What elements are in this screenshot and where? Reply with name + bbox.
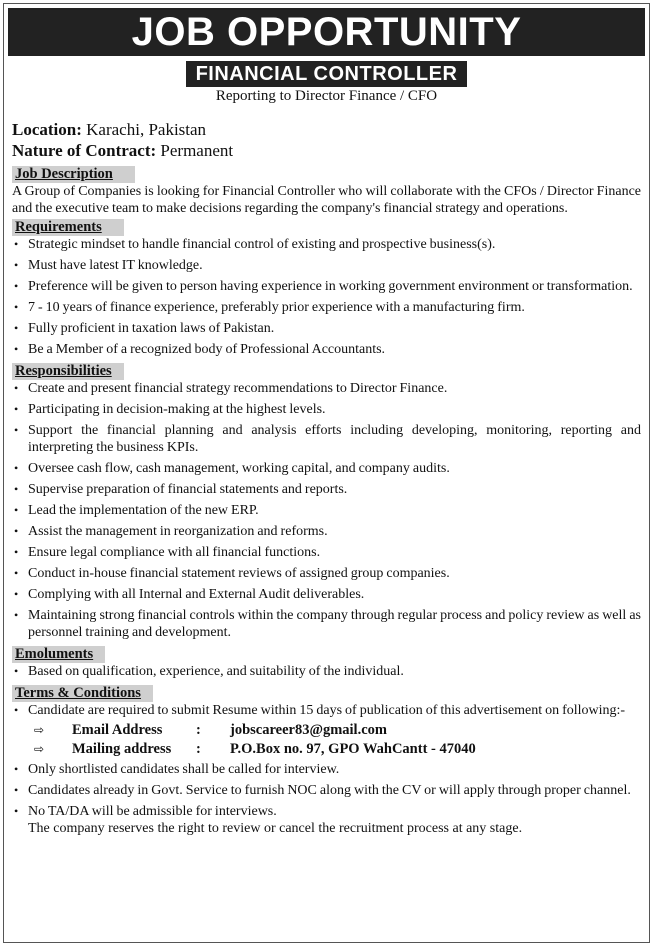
bullet-icon: • [14,279,19,293]
bullet-icon: • [14,482,19,496]
list-item: • Participating in decision-making at the highest levels. [14,402,326,417]
requirements-heading: Requirements [12,219,124,236]
email-row [12,721,641,740]
location-value: Karachi, Pakistan [86,120,207,139]
job-description-text: A Group of Companies is looking for Financial Controller who will collaborate with the CFOs / Director Finance and the executive team to make decisions regarding the company's financial strategy and operations. [12,184,641,216]
list-item [12,702,641,719]
contract-value: Permanent [160,141,234,160]
job-ad [3,3,650,943]
bullet-icon: • [14,237,19,251]
email-colon: : [196,722,201,738]
emoluments-section [4,645,649,680]
bullet-icon: • [14,703,19,717]
bullet-icon: • [14,258,19,272]
email-value[interactable]: jobscareer83@gmail.com [230,722,387,738]
reporting-line: Reporting to Director Finance / CFO [215,88,438,104]
bullet-icon: • [14,545,19,559]
mailing-label: Mailing address [72,741,172,757]
terms-heading: Terms & Conditions [12,685,153,702]
bullet-icon: • [14,587,19,601]
bullet-icon: • [14,321,19,335]
location-label: Location: [12,120,82,139]
email-label: Email Address [72,722,163,738]
position-banner-wrap [4,61,649,87]
closing-note: The company reserves the right to review or cancel the recruitment process at any stage. [28,821,523,836]
mailing-row [12,740,641,759]
terms-section [4,684,649,837]
bullet-icon: • [14,664,19,678]
terms-list [12,702,641,719]
list-item: • Strategic mindset to handle financial control of existing and prospective business(s). [14,237,496,252]
job-description-section [4,165,649,217]
bullet-icon: • [14,608,19,622]
list-item: • Support the financial planning and analysis efforts including developing, monitoring, reporting and interpreting the business KPIs. [14,423,641,455]
responsibilities-heading: Responsibilities [12,363,124,380]
bullet-icon: • [14,762,19,776]
requirements-section [4,218,649,358]
responsibilities-section [4,362,649,641]
bullet-icon: • [14,342,19,356]
bullet-icon: • [14,402,19,416]
list-item: • Based on qualification, experience, and suitability of the individual. [14,664,404,679]
mailing-value: P.O.Box no. 97, GPO WahCantt - 47040 [230,741,476,757]
list-item: • Oversee cash flow, cash management, working capital, and company audits. [14,461,450,476]
emoluments-heading: Emoluments [12,646,105,663]
list-item: • Must have latest IT knowledge. [14,258,203,273]
list-item: • No TA/DA will be admissible for interviews. [14,804,277,819]
list-item: • Candidates already in Govt. Service to furnish NOC along with the CV or will apply through proper channel. [14,783,631,798]
bullet-icon: • [14,804,19,818]
list-item: • Lead the implementation of the new ERP. [14,503,259,518]
terms-intro: Candidate are required to submit Resume within 15 days of publication of this advertisement on following:- [28,703,626,718]
list-item: • Assist the management in reorganization and reforms. [14,524,328,539]
bullet-icon: • [14,524,19,538]
location-line [12,119,641,140]
position-title: FINANCIAL CONTROLLER [186,61,468,87]
job-meta [4,119,649,161]
bullet-icon: • [14,503,19,517]
mailing-colon: : [196,741,201,757]
bullet-icon: • [14,461,19,475]
arrow-right-icon: ⇨ [34,742,45,756]
bullet-icon: • [14,381,19,395]
bullet-icon: • [14,566,19,580]
contract-line [12,140,641,161]
list-item: • Ensure legal compliance with all financial functions. [14,545,321,560]
list-item: • Fully proficient in taxation laws of Pakistan. [14,321,275,336]
job-description-heading: Job Description [12,166,135,183]
list-item: • Complying with all Internal and External Audit deliverables. [14,587,365,602]
list-item: • Preference will be given to person having experience in working government environment or transformation. [14,279,633,294]
bullet-icon: • [14,423,19,437]
list-item: • Conduct in-house financial statement reviews of assigned group companies. [14,566,450,581]
contract-label: Nature of Contract: [12,141,157,160]
list-item: • Create and present financial strategy recommendations to Director Finance. [14,381,448,396]
page-title: JOB OPPORTUNITY [8,8,645,56]
bullet-icon: • [14,300,19,314]
list-item: • Maintaining strong financial controls within the company through regular process and policy review as well as personnel training and development. [14,608,641,640]
responsibilities-list [12,380,641,641]
list-item: • Only shortlisted candidates shall be called for interview. [14,762,340,777]
arrow-right-icon: ⇨ [34,723,45,737]
list-item: • Supervise preparation of financial statements and reports. [14,482,348,497]
bullet-icon: • [14,783,19,797]
list-item: • Be a Member of a recognized body of Professional Accountants. [14,342,386,357]
requirements-list [12,236,641,358]
terms-list-rest [12,761,641,820]
emoluments-list [12,663,641,680]
list-item: • 7 - 10 years of finance experience, preferably prior experience with a manufacturing firm. [14,300,525,315]
